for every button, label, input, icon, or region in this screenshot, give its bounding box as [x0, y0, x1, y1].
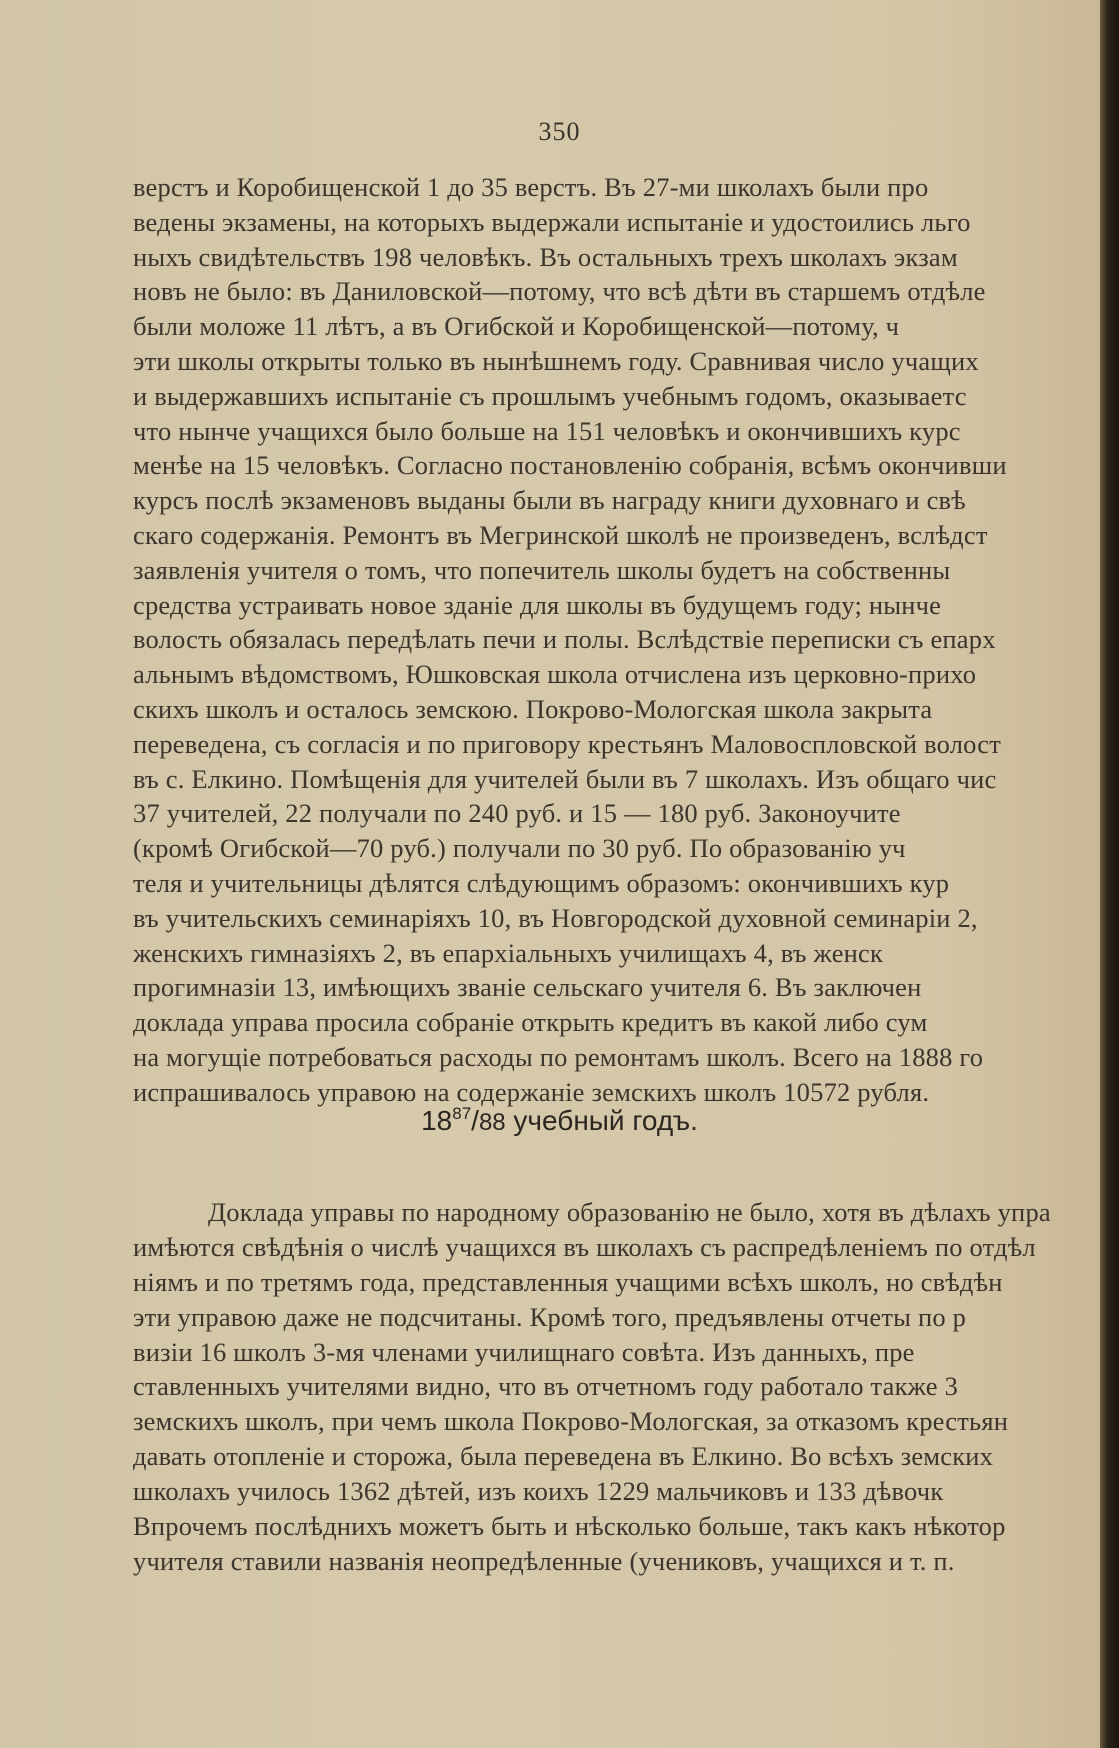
text-line: скихъ школъ и осталось земскою. Покрово-Мологская школа закрыта	[133, 693, 933, 724]
text-line: волость обязалась передѣлать печи и полы. Вслѣдствіе переписки съ епарх	[133, 624, 996, 655]
text-line: земскихъ школъ, при чемъ школа Покрово-Мологская, за отказомъ крестьян	[133, 1406, 1009, 1437]
text-line: средства устраивать новое зданіе для школы въ будущемъ году; нынче	[133, 589, 942, 620]
text-line: на могущіе потребоваться расходы по ремонтамъ школъ. Всего на 1888 го	[133, 1041, 984, 1072]
text-line: имѣются свѣдѣнія о числѣ учащихся въ школахъ съ распредѣленіемъ по отдѣл	[133, 1231, 1036, 1262]
text-line: ніямъ и по третямъ года, представленныя учащими всѣхъ школъ, но свѣдѣн	[133, 1266, 1003, 1297]
text-line: верстъ и Коробищенской 1 до 35 верстъ. Въ 27-ми школахъ были про	[133, 172, 929, 202]
text-line: Впрочемъ послѣднихъ можетъ быть и нѣсколько больше, такъ какъ нѣкотор	[133, 1511, 1006, 1542]
text-line: заявленія учителя о томъ, что попечитель школы будетъ на собственны	[133, 554, 951, 585]
text-line: новъ не было: въ Даниловской—потому, что всѣ дѣти въ старшемъ отдѣле	[133, 276, 986, 307]
text-line: визіи 16 школъ 3-мя членами училищнаго совѣта. Изъ данныхъ, пре	[133, 1336, 915, 1367]
text-line: ныхъ свидѣтельствъ 198 человѣкъ. Въ остальныхъ трехъ школахъ экзам	[133, 241, 958, 272]
text-line: переведена, съ согласія и по приговору крестьянъ Маловоспловской волост	[133, 728, 1001, 759]
paragraph-schools-report	[133, 170, 1100, 1110]
text-line: теля и учительницы дѣлятся слѣдующимъ образомъ: окончившихъ кур	[133, 867, 950, 898]
text-line: Доклада управы по народному образованію не было, хотя въ дѣлахъ упра	[208, 1197, 1051, 1227]
paragraph-school-year-1887-88	[133, 1195, 1100, 1579]
text-line: испрашивалось управою на содержаніе земскихъ школъ 10572 рубля.	[133, 1076, 930, 1107]
text-line: менѣе на 15 человѣкъ. Согласно постановленію собранія, всѣмъ окончивши	[133, 450, 1007, 481]
text-line: альнымъ вѣдомствомъ, Юшковская школа отчислена изъ церковно-прихо	[133, 659, 977, 690]
text-line: курсъ послѣ экзаменовъ выданы были въ награду книги духовнаго и свѣ	[133, 485, 966, 516]
text-line: прогимназіи 13, имѣющихъ званіе сельскаго учителя 6. Въ заключен	[133, 972, 922, 1003]
heading-year-superscript: 87	[452, 1104, 472, 1123]
page-number: 350	[538, 117, 581, 146]
book-spine-edge	[1100, 0, 1119, 1748]
text-line: ставленныхъ учителями видно, что въ отчетномъ году работало также 3	[133, 1371, 959, 1402]
text-line: и выдержавшихъ испытаніе съ прошлымъ учебнымъ годомъ, оказываетс	[133, 380, 967, 411]
text-line: что нынче учащихся было больше на 151 человѣкъ и окончившихъ курс	[133, 415, 961, 446]
text-line: въ учительскихъ семинаріяхъ 10, въ Новгородской духовной семинаріи 2,	[133, 902, 978, 933]
heading-year-denominator: 88	[478, 1109, 506, 1136]
text-line: школахъ училось 1362 дѣтей, изъ коихъ 1229 мальчиковъ и 133 дѣвочк	[133, 1476, 944, 1507]
text-line: скаго содержанія. Ремонтъ въ Мегринской школѣ не произведенъ, вслѣдст	[133, 519, 988, 550]
text-line: въ с. Елкино. Помѣщенія для учителей были въ 7 школахъ. Изъ общаго чис	[133, 763, 997, 794]
heading-title-text: учебный годъ.	[505, 1105, 698, 1136]
text-line: 37 учителей, 22 получали по 240 руб. и 15 — 180 руб. Законоучите	[133, 798, 901, 829]
section-heading	[0, 1104, 1119, 1137]
heading-year-prefix: 18	[421, 1105, 453, 1136]
text-line: были моложе 11 лѣтъ, а въ Огибской и Коробищенской—потому, ч	[133, 311, 900, 342]
text-line: давать отопленіе и сторожа, была переведена въ Елкино. Во всѣхъ земских	[133, 1441, 994, 1472]
text-line: женскихъ гимназіяхъ 2, въ епархіальныхъ училищахъ 4, въ женск	[133, 937, 884, 968]
text-line: (кромѣ Огибской—70 руб.) получали по 30 руб. По образованію уч	[133, 833, 906, 864]
text-line: эти управою даже не подсчитаны. Кромѣ того, предъявлены отчеты по р	[133, 1301, 967, 1332]
text-line: эти школы открыты только въ нынѣшнемъ году. Сравнивая число учащих	[133, 345, 979, 376]
text-line: ведены экзамены, на которыхъ выдержали испытаніе и удостоились льго	[133, 206, 971, 237]
heading-year-slash: /	[471, 1105, 479, 1136]
text-line: учителя ставили названія неопредѣленные (учениковъ, учащихся и т. п.	[133, 1545, 955, 1576]
text-line: доклада управа просила собраніе открыть кредитъ въ какой либо сум	[133, 1007, 928, 1038]
